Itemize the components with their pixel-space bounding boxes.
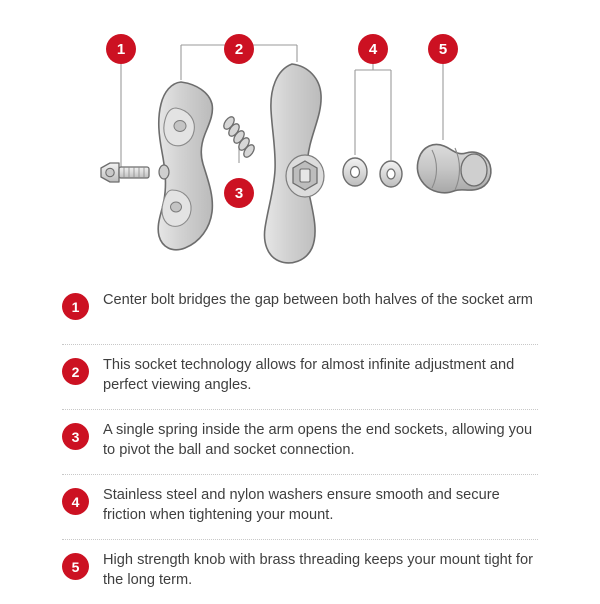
legend-badge-3: 3 (62, 423, 89, 450)
diagram-callout-4: 4 (358, 34, 388, 64)
legend-text-3: A single spring inside the arm opens the end sockets, allowing you to pivot the ball and socket connection. (103, 422, 533, 458)
diagram-callout-1: 1 (106, 34, 136, 64)
legend-badge-1: 1 (62, 293, 89, 320)
legend-text-5: High strength knob with brass threading keeps your mount tight for the long term. (103, 552, 533, 588)
part-steel-washer (343, 158, 367, 186)
part-knob (417, 145, 490, 193)
list-item (62, 475, 538, 540)
legend-badge-5: 5 (62, 553, 89, 580)
legend-text-2: This socket technology allows for almost infinite adjustment and perfect viewing angles. (103, 357, 515, 393)
part-center-bolt (101, 163, 149, 182)
part-socket-arm-half-right (265, 64, 324, 263)
part-nylon-washer (380, 161, 402, 187)
legend-badge-4: 4 (62, 488, 89, 515)
exploded-diagram (0, 0, 600, 280)
list-item (62, 540, 538, 604)
list-item (62, 345, 538, 410)
legend-badge-2: 2 (62, 358, 89, 385)
legend-text-1: Center bolt bridges the gap between both halves of the socket arm (103, 292, 533, 308)
list-item (62, 280, 538, 345)
part-socket-arm-half-left (158, 82, 212, 250)
diagram-svg (0, 0, 600, 280)
legend-list (0, 280, 600, 600)
list-item (62, 410, 538, 475)
diagram-callout-3: 3 (224, 178, 254, 208)
diagram-callout-5: 5 (428, 34, 458, 64)
diagram-callout-2: 2 (224, 34, 254, 64)
legend-text-4: Stainless steel and nylon washers ensure smooth and secure friction when tightening your mount. (103, 487, 500, 523)
